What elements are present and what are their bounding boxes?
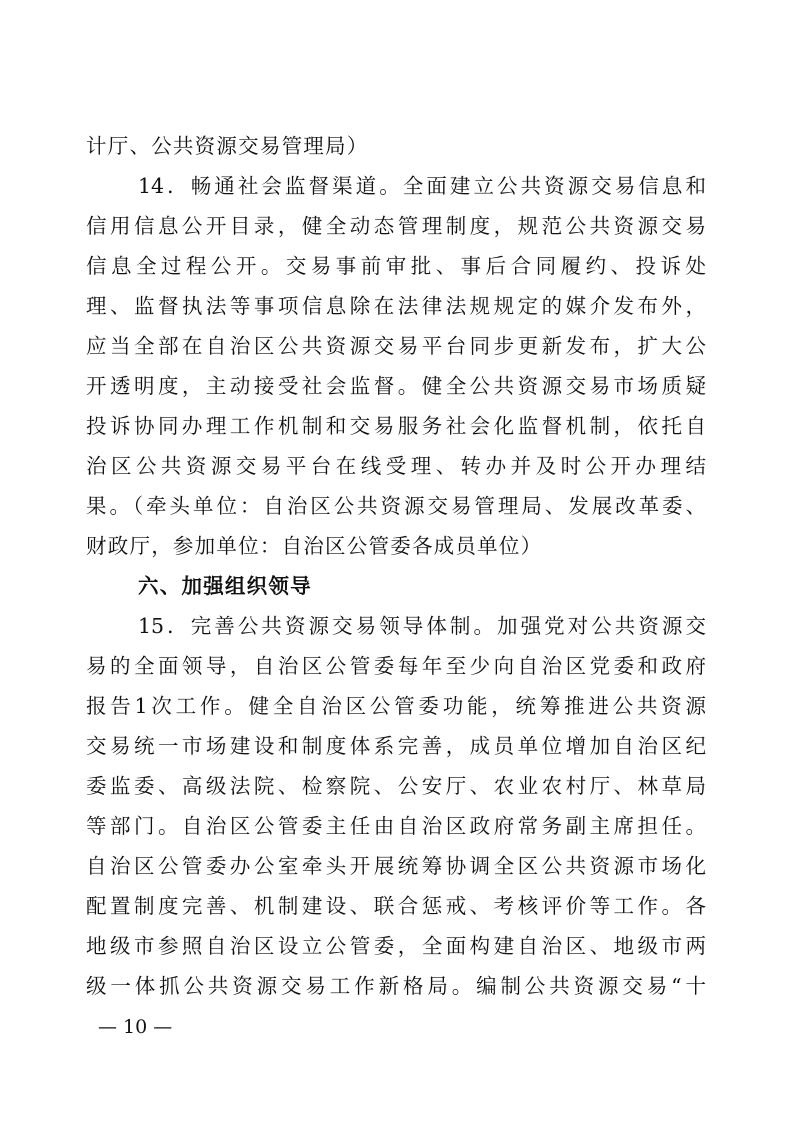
section-heading: 六、加强组织领导 <box>138 574 312 598</box>
text-line-6: 应当全部在自治区公共资源交易平台同步更新发布，扩大公 <box>86 334 706 358</box>
text-line-4: 信息全过程公开。交易事前审批、事后合同履约、投诉处 <box>86 254 706 278</box>
text-line-21: 地级市参照自治区设立公管委，全面构建自治区、地级市两 <box>86 934 706 958</box>
text-line-20: 配置制度完善、机制建设、联合惩戒、考核评价等工作。各 <box>86 894 706 918</box>
text-line-17: 委监委、高级法院、检察院、公安厅、农业农村厅、林草局 <box>86 774 706 798</box>
text-line-11: 财政厅，参加单位：自治区公管委各成员单位） <box>86 534 543 558</box>
text-line-2: 14．畅通社会监督渠道。全面建立公共资源交易信息和 <box>138 174 706 198</box>
text-line-14: 易的全面领导，自治区公管委每年至少向自治区党委和政府 <box>86 654 706 678</box>
text-line-13: 15．完善公共资源交易领导体制。加强党对公共资源交 <box>138 614 706 638</box>
text-line-9: 治区公共资源交易平台在线受理、转办并及时公开办理结 <box>86 454 706 478</box>
text-line-7: 开透明度，主动接受社会监督。健全公共资源交易市场质疑 <box>86 374 706 398</box>
text-line-3: 信用信息公开目录，健全动态管理制度，规范公共资源交易 <box>86 214 706 238</box>
page-number: — 10 — <box>98 1016 173 1038</box>
text-line-15: 报告1次工作。健全自治区公管委功能，统筹推进公共资源 <box>86 694 706 718</box>
text-line-19: 自治区公管委办公室牵头开展统筹协调全区公共资源市场化 <box>86 854 706 878</box>
text-line-16: 交易统一市场建设和制度体系完善，成员单位增加自治区纪 <box>86 734 706 758</box>
text-line-18: 等部门。自治区公管委主任由自治区政府常务副主席担任。 <box>86 814 706 838</box>
text-line-22: 级一体抓公共资源交易工作新格局。编制公共资源交易“十 <box>86 974 706 998</box>
text-line-10: 果。（牵头单位：自治区公共资源交易管理局、发展改革委、 <box>86 494 706 518</box>
text-line-5: 理、监督执法等事项信息除在法律法规规定的媒介发布外， <box>86 294 706 318</box>
text-line-1: 计厅、公共资源交易管理局） <box>86 134 369 158</box>
text-line-8: 投诉协同办理工作机制和交易服务社会化监督机制，依托自 <box>86 414 706 438</box>
